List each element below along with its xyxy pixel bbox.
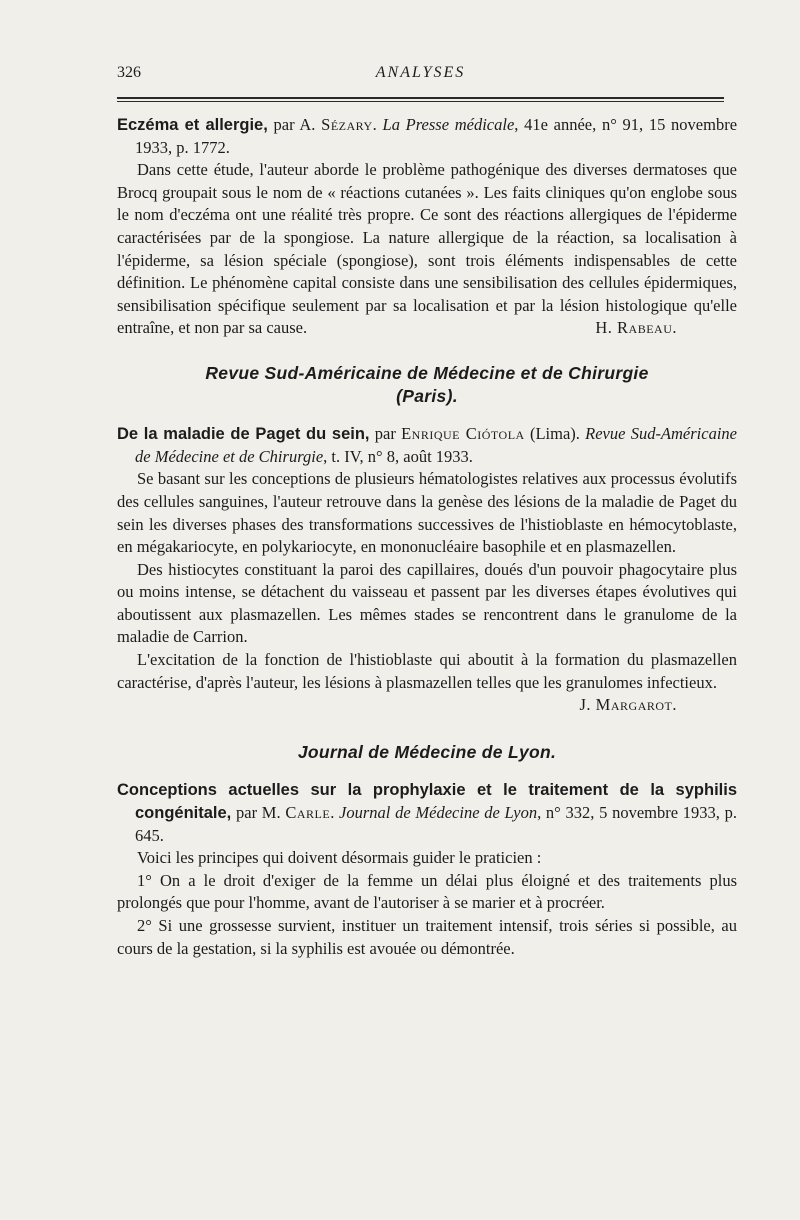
header-rule (117, 97, 724, 99)
article-2-paragraph-1: Se basant sur les conceptions de plusieurs hématologistes relatives aux processus évolutifs des cellules sanguines, l'auteur retrouve dans la genèse des lésions de la maladie de Paget du sein les diverses phases des transformations successives de l'histioblaste en hémocytoblaste, en mégakariocyte, en polykariocyte, en mononucléaire basophile et en plasmazellen. (117, 469, 737, 557)
journal-heading-2: Journal de Médecine de Lyon. (297, 741, 557, 762)
article-3-journal: Journal de Médecine de Lyon (339, 803, 538, 823)
article-2-reference: , t. IV, n° 8, août 1933. (323, 446, 473, 466)
page-content (117, 114, 737, 960)
article-2-paragraph-3: L'excitation de la fonction de l'histioblaste qui aboutit à la formation du plasmazellen caractérise, d'après l'auteur, les lésions à plasmazellen telles que les granulomes infectieux. J. Margarot. (117, 649, 737, 717)
page-header (117, 64, 724, 90)
article-3-title: Conceptions actuelles sur la prophylaxie et le traitement de la syphilis congénitale, (117, 781, 737, 823)
journal-heading-1: Revue Sud-Américaine de Médecine et de Chirurgie (Paris). (205, 362, 649, 406)
article-1-signature: H. Rabeau. (595, 318, 677, 338)
article-2-heading: De la maladie de Paget du sein, par Enrique Ciótola (Lima). Revue Sud-Américaine de Médecine et de Chirurgie, t. IV, n° 8, août 1933. (117, 424, 737, 466)
article-3-paragraph-1: Voici les principes qui doivent désormais guider le praticien : (137, 848, 542, 868)
article-3-paragraph-2: 1° On a le droit d'exiger de la femme un délai plus éloigné et des traitements plus prolongés que pour l'homme, avant de l'autoriser à se marier et à procréer. (117, 870, 737, 913)
article-3-heading: Conceptions actuelles sur la prophylaxie et le traitement de la syphilis congénitale, par M. Carle. Journal de Médecine de Lyon, n° 332, 5 novembre 1933, p. 645. (117, 781, 738, 845)
article-1-body: Dans cette étude, l'auteur aborde le problème pathogénique des diverses dermatoses que Brocq groupait sous le nom de « réactions cutanées ». Les faits cliniques qu'on englobe sous le nom d'eczéma ont une réalité très propre. Ce sont des réactions allergiques de l'épiderme caractérisées par de la spongiose. La nature allergique de la réaction, sa localisation à l'épiderme, sa lésion spéciale (spongiose), sont trois éléments indispensables de cette définition. Le phénomène capital consiste dans une sensibilisation des cellules épidermiques, sensibilisation spécifique seulement par sa localisation et par la lésion histologique qu'elle entraîne, et non par sa cause. H. Rabeau. (117, 159, 737, 340)
article-3-paragraph-3: 2° Si une grossesse survient, instituer un traitement intensif, trois séries si possible, au cours de la gestation, si la syphilis est avouée ou démontrée. (117, 916, 737, 958)
article-2-journal: Revue Sud-Américaine de Médecine et de Chirurgie (135, 424, 737, 466)
article-3-author: Carle (285, 803, 331, 823)
article-1-title: Eczéma et allergie, (117, 116, 268, 134)
article-1-journal: La Presse médicale (382, 115, 515, 134)
article-1-author: Sézary (321, 115, 373, 134)
running-title: ANALYSES (375, 64, 466, 81)
header-rule-thin (117, 101, 724, 102)
article-2-signature: J. Margarot. (579, 695, 677, 715)
article-1-reference: , 41e année, n° 91, 15 novembre 1933, p. 1772. (135, 115, 738, 157)
article-1-heading: Eczéma et allergie, par A. Sézary. La Presse médicale, 41e année, n° 91, 15 novembre 1933, p. 1772. (117, 115, 738, 157)
article-2-author: Enrique Ciótola (401, 424, 525, 444)
article-2-paragraph-2: Des histiocytes constituant la paroi des capillaires, doués d'un pouvoir phagocytaire plus ou moins intense, se détachent du vaisseau et passent par les diverses étapes évolutives qui aboutissent aux plasmazellen. Les mêmes stades se rencontrent dans le granulome de la maladie de Carrion. (117, 559, 737, 647)
article-3-reference: , n° 332, 5 novembre 1933, p. 645. (135, 803, 738, 845)
article-2-title: De la maladie de Paget du sein, (117, 425, 370, 444)
page-number: 326 (117, 64, 141, 81)
